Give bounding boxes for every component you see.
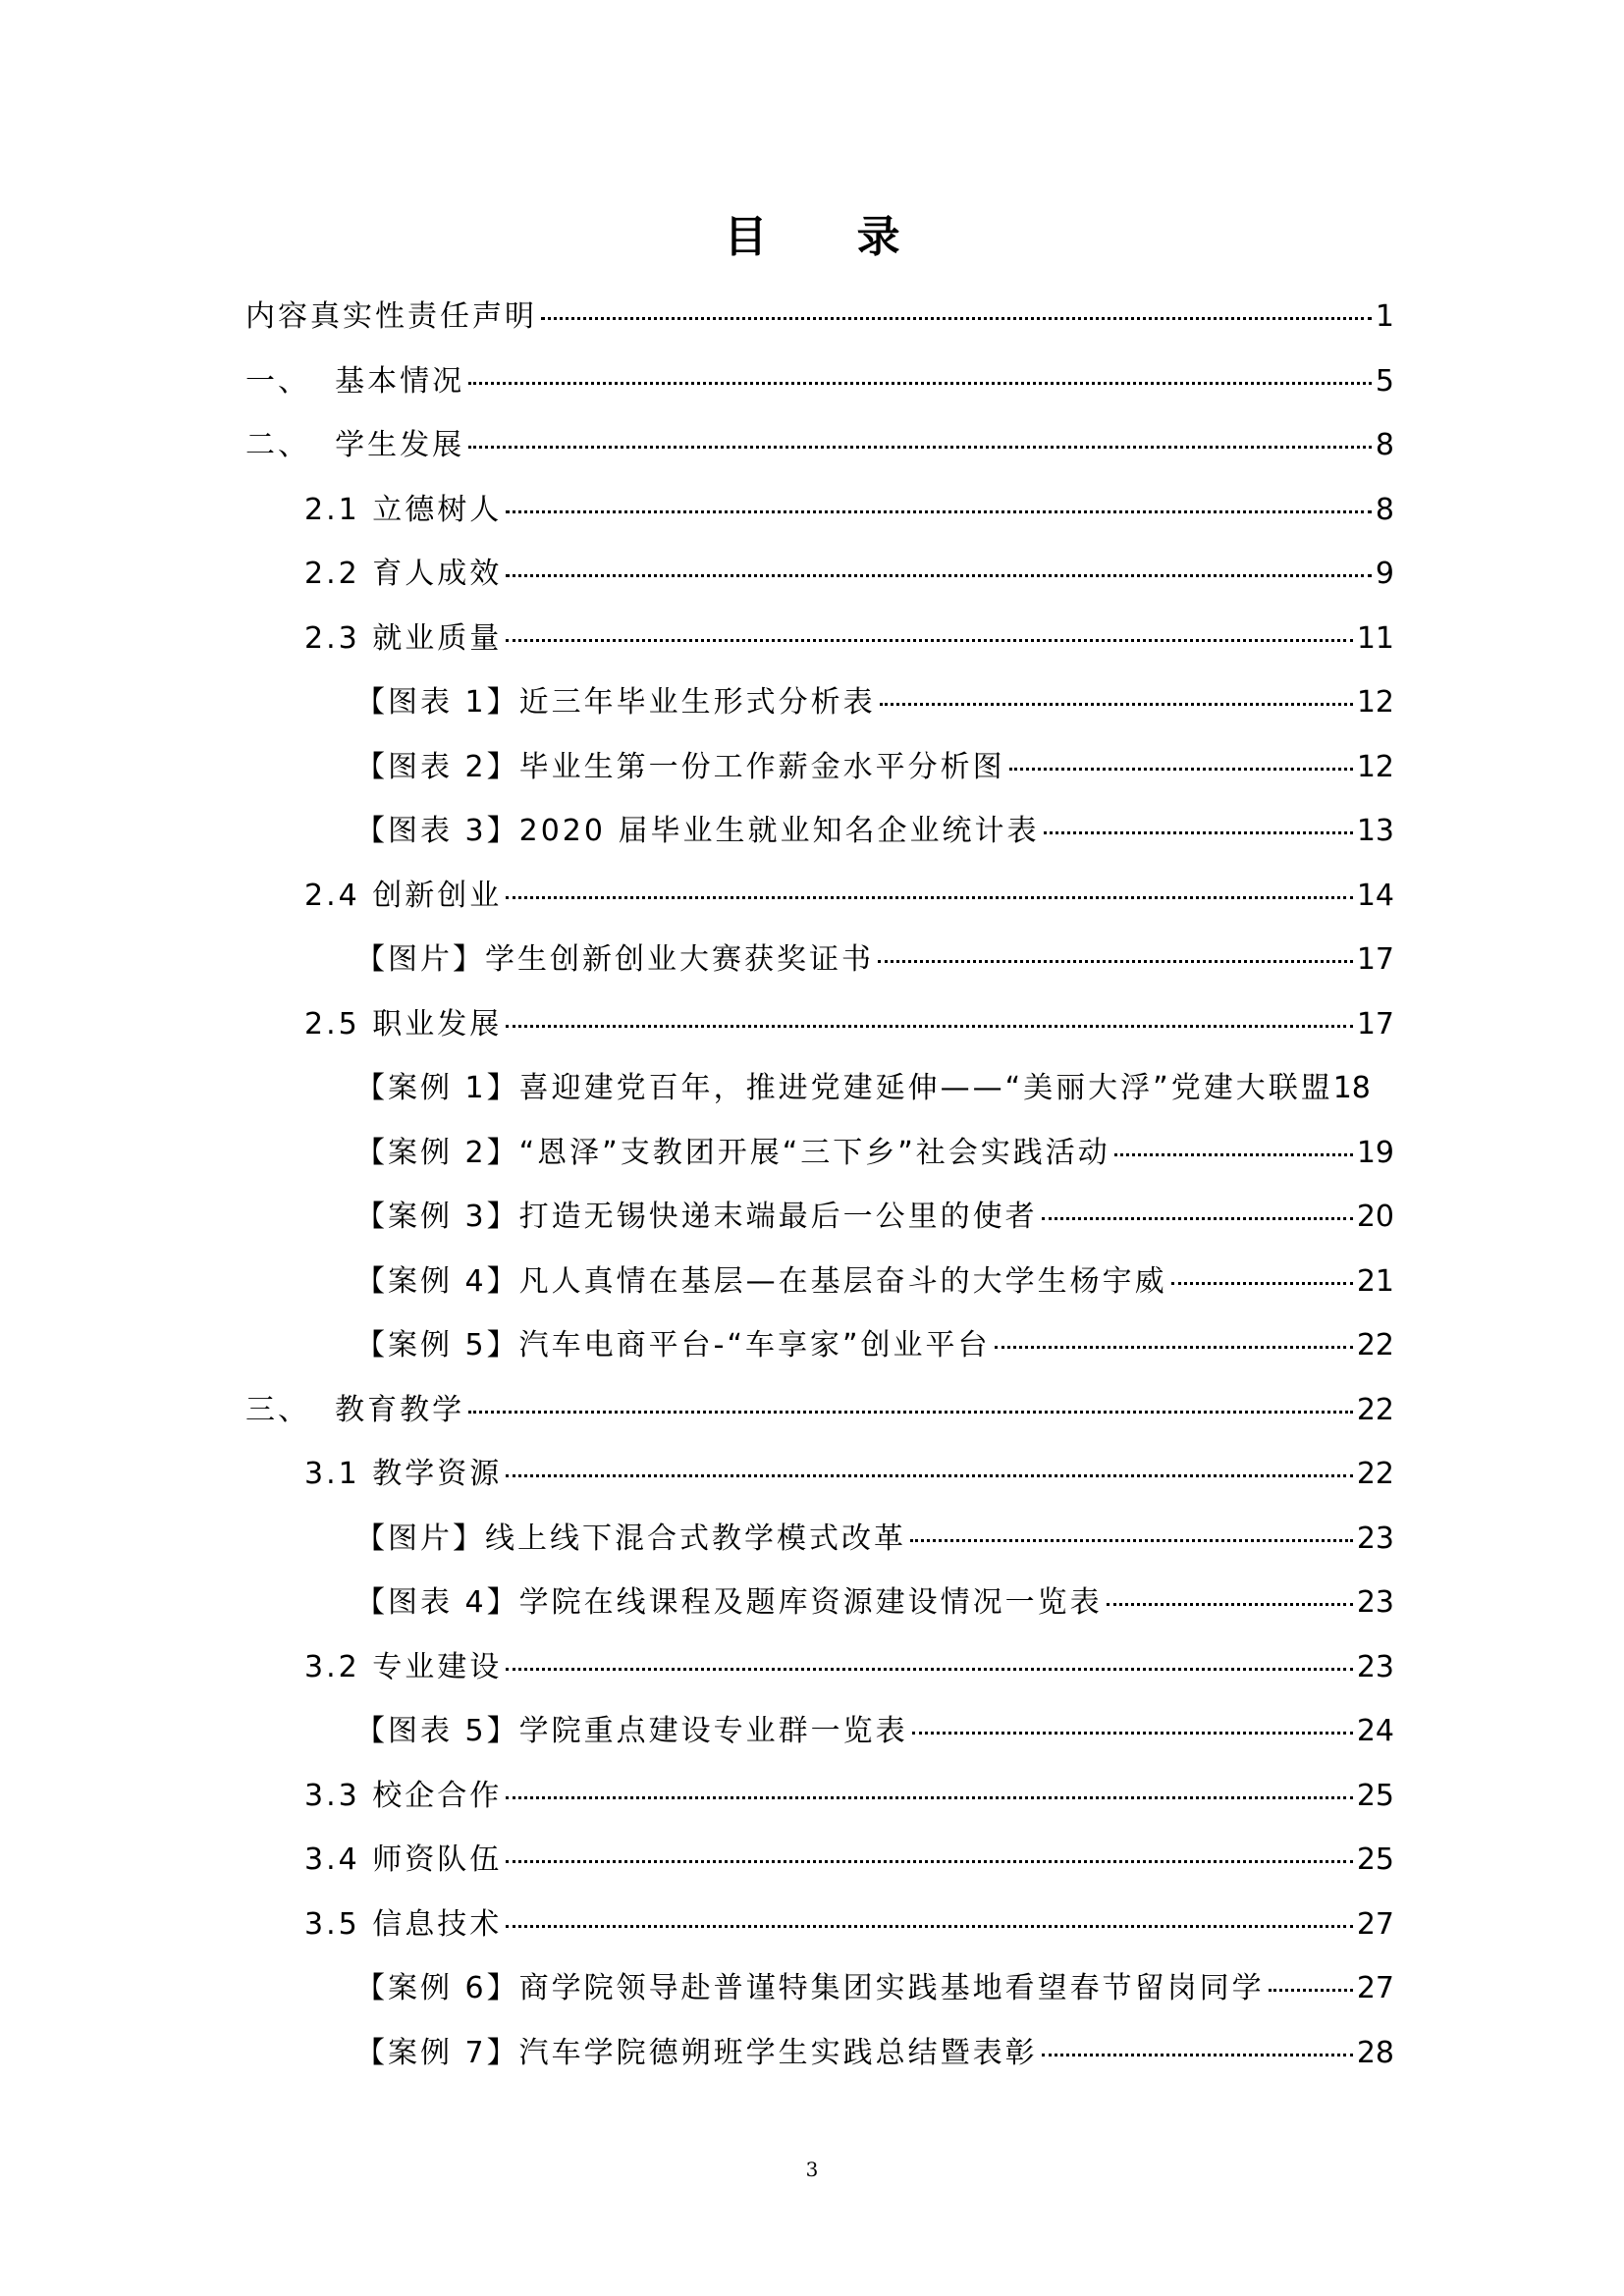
toc-entry-label: 2.2 育人成效 — [304, 557, 503, 591]
toc-entry[interactable] — [245, 1250, 1394, 1314]
toc-entry-label: 【案例 3】打造无锡快递末端最后一公里的使者 — [355, 1200, 1038, 1234]
toc-entry-page-number: 25 — [1356, 1778, 1394, 1813]
toc-entry-label: 2.4 创新创业 — [304, 878, 503, 913]
toc-entry[interactable] — [245, 1635, 1394, 1700]
toc-entry-page-number: 21 — [1356, 1263, 1394, 1299]
dot-leader — [468, 446, 1372, 449]
toc-entry-page-number: 18 — [1332, 1071, 1371, 1105]
toc-entry-page-number: 13 — [1356, 814, 1394, 848]
dot-leader — [1269, 1989, 1353, 1992]
toc-entry-label: 3.1 教学资源 — [304, 1457, 503, 1491]
toc-entry-label: 【图表 1】近三年毕业生形式分析表 — [355, 685, 876, 720]
dot-leader — [1042, 1217, 1353, 1220]
toc-entry[interactable] — [245, 670, 1394, 735]
dot-leader — [1107, 1603, 1353, 1606]
toc-entry-page-number: 12 — [1356, 685, 1394, 720]
toc-entry-label: 【图片】学生创新创业大赛获奖证书 — [355, 942, 874, 977]
toc-entry[interactable] — [245, 1378, 1394, 1443]
toc-entry-label: 2.1 立德树人 — [304, 492, 503, 527]
toc-entry-page-number: 23 — [1356, 1585, 1394, 1620]
toc-entry-label: 3.4 师资队伍 — [304, 1842, 503, 1877]
toc-entry-page-number: 28 — [1356, 2035, 1394, 2070]
dot-leader — [995, 1346, 1353, 1349]
toc-entry[interactable] — [245, 1571, 1394, 1635]
toc-entry-label: 3.3 校企合作 — [304, 1778, 503, 1813]
toc-entry-label: 【图表 3】2020 届毕业生就业知名企业统计表 — [355, 814, 1040, 848]
toc-entry[interactable] — [245, 864, 1394, 929]
toc-entry-label: 【图表 4】学院在线课程及题库资源建设情况一览表 — [355, 1585, 1103, 1620]
toc-entry-page-number: 22 — [1356, 1328, 1394, 1362]
toc-entry-label: 【案例 6】商学院领导赴普谨特集团实践基地看望春节留岗同学 — [355, 1971, 1265, 2005]
toc-entry-page-number: 23 — [1356, 1649, 1394, 1684]
toc-entry-page-number: 19 — [1356, 1135, 1394, 1170]
toc-entry-label: 【案例 7】汽车学院德朔班学生实践总结暨表彰 — [355, 2035, 1038, 2070]
toc-entry-page-number: 17 — [1356, 942, 1394, 977]
toc-entry-label: 3.5 信息技术 — [304, 1906, 503, 1942]
page-number: 3 — [805, 2158, 819, 2181]
toc-entry-page-number: 27 — [1356, 1971, 1394, 2005]
toc-entry[interactable] — [245, 542, 1394, 607]
toc-entry-page-number: 11 — [1356, 620, 1394, 656]
dot-leader — [506, 510, 1372, 513]
toc-entry-page-number: 22 — [1356, 1392, 1394, 1427]
dot-leader — [880, 703, 1353, 706]
table-of-contents — [245, 285, 1394, 2085]
toc-entry[interactable] — [245, 735, 1394, 800]
toc-entry-label: 【案例 2】“恩泽”支教团开展“三下乡”社会实践活动 — [355, 1135, 1110, 1170]
toc-entry[interactable] — [245, 1828, 1394, 1893]
dot-leader — [1009, 768, 1353, 771]
toc-entry[interactable] — [245, 1699, 1394, 1764]
toc-entry-label: 一、 基本情况 — [245, 363, 465, 399]
dot-leader — [468, 382, 1372, 385]
toc-entry[interactable] — [245, 1185, 1394, 1250]
toc-entry-page-number: 9 — [1375, 557, 1394, 591]
toc-entry[interactable] — [245, 992, 1394, 1057]
toc-entry[interactable] — [245, 607, 1394, 671]
toc-entry-label: 2.3 就业质量 — [304, 620, 503, 656]
dot-leader — [506, 1025, 1353, 1028]
toc-entry[interactable] — [245, 1056, 1394, 1121]
toc-entry[interactable] — [245, 349, 1394, 414]
dot-leader — [468, 1411, 1353, 1414]
dot-leader — [506, 1860, 1353, 1863]
toc-entry-label: 二、 学生发展 — [245, 428, 465, 462]
toc-entry-page-number: 8 — [1375, 492, 1394, 527]
dot-leader — [541, 317, 1372, 320]
toc-entry[interactable] — [245, 928, 1394, 992]
toc-entry-page-number: 12 — [1356, 749, 1394, 784]
toc-entry-page-number: 22 — [1356, 1457, 1394, 1491]
toc-entry-label: 【案例 4】凡人真情在基层—在基层奋斗的大学生杨宇威 — [355, 1263, 1167, 1299]
dot-leader — [506, 1474, 1353, 1477]
toc-entry-label: 【图表 2】毕业生第一份工作薪金水平分析图 — [355, 749, 1005, 784]
toc-entry-label: 3.2 专业建设 — [304, 1649, 503, 1684]
toc-entry-label: 【图表 5】学院重点建设专业群一览表 — [355, 1714, 908, 1748]
toc-entry-page-number: 14 — [1356, 878, 1394, 913]
dot-leader — [506, 1668, 1353, 1671]
toc-entry-page-number: 1 — [1375, 299, 1394, 334]
dot-leader — [506, 1796, 1353, 1799]
dot-leader — [506, 896, 1353, 899]
dot-leader — [1042, 2054, 1353, 2056]
toc-entry-label: 【图片】线上线下混合式教学模式改革 — [355, 1521, 906, 1556]
toc-entry[interactable] — [245, 285, 1394, 349]
dot-leader — [1044, 831, 1353, 834]
toc-entry[interactable] — [245, 1764, 1394, 1829]
dot-leader — [506, 639, 1353, 642]
toc-entry-label: 【案例 5】汽车电商平台-“车享家”创业平台 — [355, 1328, 991, 1362]
toc-entry[interactable] — [245, 1313, 1394, 1378]
toc-entry-label: 内容真实性责任声明 — [245, 299, 537, 334]
toc-entry[interactable] — [245, 1121, 1394, 1186]
toc-entry-page-number: 5 — [1375, 363, 1394, 399]
toc-entry[interactable] — [245, 1442, 1394, 1507]
dot-leader — [506, 1925, 1353, 1928]
toc-entry-page-number: 17 — [1356, 1006, 1394, 1041]
toc-entry-label: 2.5 职业发展 — [304, 1006, 503, 1041]
toc-entry-label: 三、 教育教学 — [245, 1392, 465, 1427]
dot-leader — [910, 1539, 1353, 1542]
toc-entry-label: 【案例 1】喜迎建党百年，推进党建延伸——“美丽大浮”党建大联盟 — [355, 1071, 1333, 1105]
toc-entry-page-number: 23 — [1356, 1521, 1394, 1556]
toc-entry-page-number: 8 — [1375, 428, 1394, 462]
dot-leader — [506, 574, 1372, 577]
toc-entry[interactable] — [245, 2021, 1394, 2086]
toc-entry-page-number: 24 — [1356, 1714, 1394, 1748]
toc-entry[interactable] — [245, 1893, 1394, 1957]
toc-entry[interactable] — [245, 1507, 1394, 1572]
dot-leader — [1171, 1282, 1353, 1285]
dot-leader — [912, 1732, 1353, 1735]
toc-entry[interactable] — [245, 1956, 1394, 2021]
dot-leader — [1114, 1153, 1353, 1156]
toc-entry[interactable] — [245, 799, 1394, 864]
toc-title: 目 录 — [724, 212, 938, 262]
toc-entry-page-number: 27 — [1356, 1906, 1394, 1942]
toc-entry[interactable] — [245, 413, 1394, 478]
toc-entry[interactable] — [245, 478, 1394, 543]
dot-leader — [878, 960, 1353, 963]
toc-entry-page-number: 25 — [1356, 1842, 1394, 1877]
toc-entry-page-number: 20 — [1356, 1200, 1394, 1234]
